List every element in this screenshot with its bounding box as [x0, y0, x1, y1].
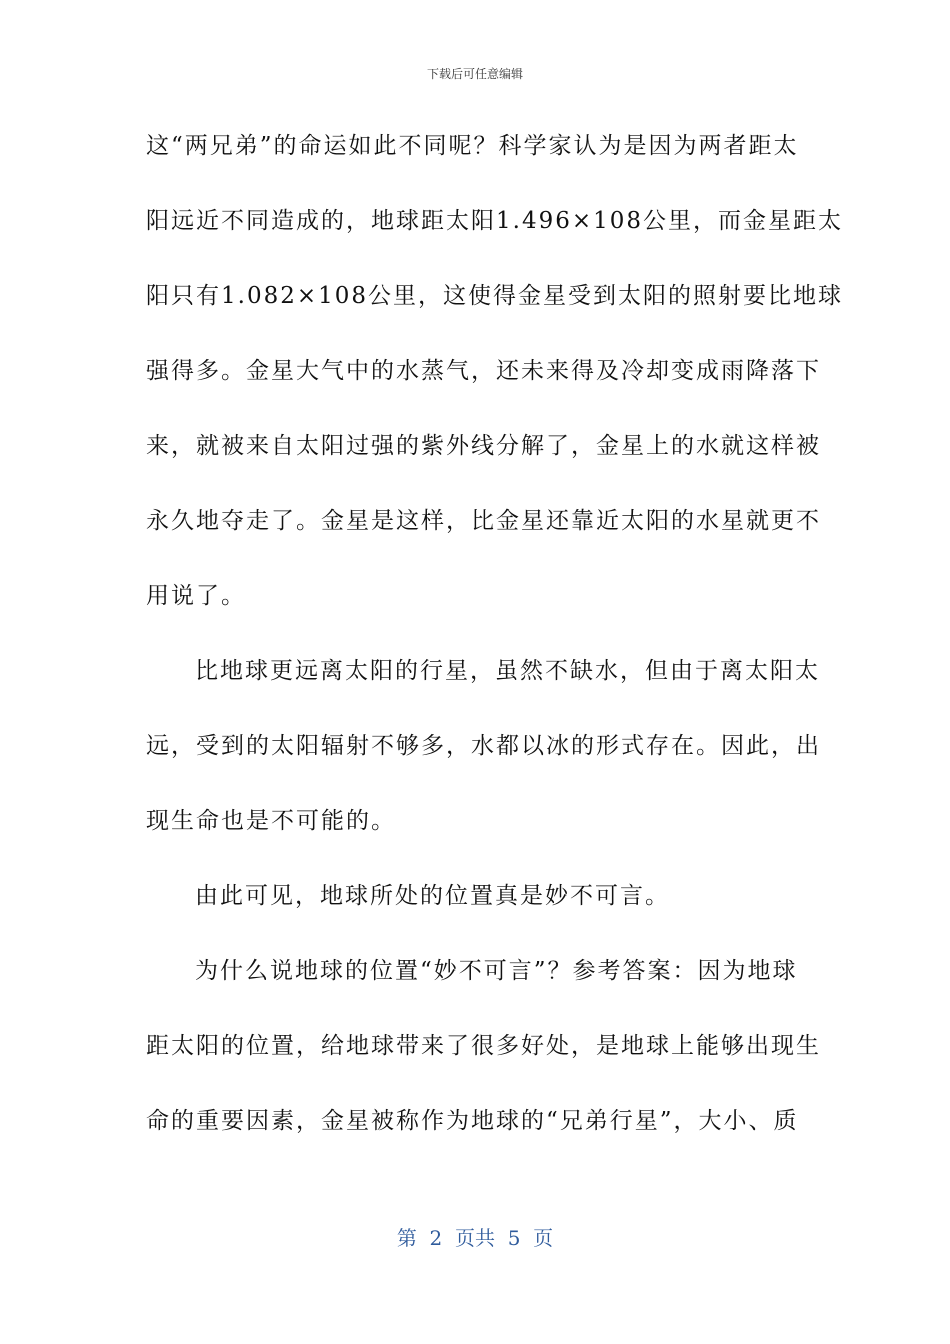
text-line-10: 现生命也是不可能的。 — [146, 808, 396, 834]
text-line-1: 这“两兄弟”的命运如此不同呢？科学家认为是因为两者距太 — [146, 133, 799, 159]
text-line-14: 命的重要因素，金星被称作为地球的“兄弟行星”，大小、质 — [146, 1108, 799, 1134]
text-line-13: 距太阳的位置，给地球带来了很多好处，是地球上能够出现生 — [146, 1033, 821, 1059]
text-line-5: 来，就被来自太阳过强的紫外线分解了，金星上的水就这样被 — [146, 433, 821, 459]
document-body — [146, 116, 844, 1166]
text-line-11: 由此可见，地球所处的位置真是妙不可言。 — [195, 883, 670, 909]
page-header: 下载后可任意编辑 — [426, 67, 523, 81]
text-line-7: 用说了。 — [146, 583, 246, 609]
text-line-3: 阳只有1.082×108公里，这使得金星受到太阳的照射要比地球 — [146, 283, 844, 309]
text-line-6: 永久地夺走了。金星是这样，比金星还靠近太阳的水星就更不 — [146, 508, 821, 534]
text-line-9: 远，受到的太阳辐射不够多，水都以冰的形式存在。因此，出 — [146, 733, 821, 759]
text-line-2: 阳远近不同造成的，地球距太阳1.496×108公里，而金星距太 — [146, 208, 844, 234]
text-line-12: 为什么说地球的位置“妙不可言”？参考答案：因为地球 — [195, 958, 798, 984]
text-line-4: 强得多。金星大气中的水蒸气，还未来得及冷却变成雨降落下 — [146, 358, 821, 384]
text-line-8: 比地球更远离太阳的行星，虽然不缺水，但由于离太阳太 — [195, 658, 820, 684]
page-number-footer: 第 2 页共 5 页 — [396, 1226, 554, 1250]
